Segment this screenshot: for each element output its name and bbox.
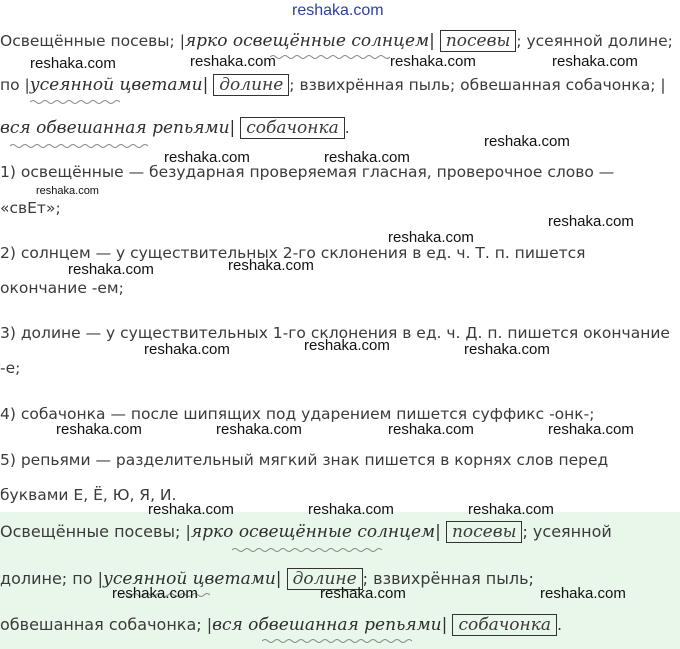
item-5-line-1: 5) репьями — разделительный мягкий знак пишется в корнях слов перед xyxy=(0,451,609,469)
wavy-underline xyxy=(262,638,412,644)
wavy-underline xyxy=(10,143,150,149)
watermark: reshaka.com xyxy=(552,53,638,70)
watermark: reshaka.com xyxy=(216,421,302,438)
answer-line-1: Освещённые посевы; |ярко освещённые солнцем| посевы ; усеянной xyxy=(0,522,612,542)
wavy-underline xyxy=(270,54,390,60)
handwritten-phrase: вся обвешанная репьями| xyxy=(212,615,448,635)
watermark: reshaka.com xyxy=(388,229,474,246)
item-3-line-2: -е; xyxy=(0,359,21,377)
item-3-line-1: 3) долине — у существительных 1-го склонения в ед. ч. Д. п. пишется окончание xyxy=(0,324,670,342)
watermark: reshaka.com xyxy=(304,337,390,354)
handwritten-phrase: ярко освещённые солнцем| xyxy=(184,31,435,51)
watermark: reshaka.com xyxy=(540,585,626,602)
watermark: reshaka.com xyxy=(484,133,570,150)
top-line-1: Освещённые посевы; |ярко освещённые солнцем| посевы ; усеянной долине; xyxy=(0,31,673,51)
boxed-word: долине xyxy=(287,568,363,590)
boxed-word: долине xyxy=(213,74,289,96)
watermark: reshaka.com xyxy=(112,585,198,602)
watermark: reshaka.com xyxy=(144,341,230,358)
watermark: reshaka.com xyxy=(308,501,394,518)
watermark: reshaka.com xyxy=(164,149,250,166)
watermark: reshaka.com xyxy=(388,421,474,438)
watermark: reshaka.com xyxy=(320,585,406,602)
watermark: reshaka.com xyxy=(548,213,634,230)
watermark: reshaka.com xyxy=(324,149,410,166)
boxed-word: собачонка xyxy=(240,117,345,139)
watermark-top: reshaka.com xyxy=(292,2,384,19)
watermark: reshaka.com xyxy=(56,421,142,438)
watermark: reshaka.com xyxy=(228,257,314,274)
item-1-line-1: 1) освещённые — безударная проверяемая гласная, проверочное слово — xyxy=(0,163,615,181)
watermark: reshaka.com xyxy=(148,501,234,518)
boxed-word: посевы xyxy=(440,30,517,52)
watermark: reshaka.com xyxy=(464,341,550,358)
boxed-word: собачонка xyxy=(452,614,557,636)
answer-line-3: обвешанная собачонка; |вся обвешанная репьями| собачонка . xyxy=(0,615,563,635)
watermark: reshaka.com xyxy=(548,421,634,438)
item-2-line-1: 2) солнцем — у существительных 2-го склонения в ед. ч. Т. п. пишется xyxy=(0,244,586,262)
handwritten-phrase: усеянной цветами| xyxy=(29,75,209,95)
item-1-line-2: «свЕт»; xyxy=(0,199,61,217)
watermark: reshaka.com xyxy=(468,501,554,518)
watermark: reshaka.com xyxy=(68,261,154,278)
watermark: reshaka.com xyxy=(30,55,116,72)
item-4: 4) собачонка — после шипящих под ударением пишется суффикс -онк-; xyxy=(0,405,595,423)
boxed-word: посевы xyxy=(446,521,523,543)
watermark: reshaka.com xyxy=(36,185,99,197)
handwritten-phrase: ярко освещённые солнцем| xyxy=(190,522,441,542)
handwritten-phrase: вся обвешанная репьями| xyxy=(0,118,236,138)
handwritten-phrase: усеянной цветами| xyxy=(102,569,282,589)
top-line-3: вся обвешанная репьями| собачонка . xyxy=(0,118,350,138)
watermark: reshaka.com xyxy=(190,53,276,70)
wavy-underline xyxy=(232,547,382,553)
item-5-line-2: буквами Е, Ё, Ю, Я, И. xyxy=(0,486,177,504)
wavy-underline xyxy=(30,99,120,105)
top-line-2: по |усеянной цветами| долине ; взвихрённая пыль; обвешанная собачонка; | xyxy=(0,75,666,95)
answer-line-2: долине; по |усеянной цветами| долине ; взвихрённая пыль; xyxy=(0,569,534,589)
item-2-line-2: окончание -ем; xyxy=(0,279,124,297)
watermark: reshaka.com xyxy=(390,53,476,70)
